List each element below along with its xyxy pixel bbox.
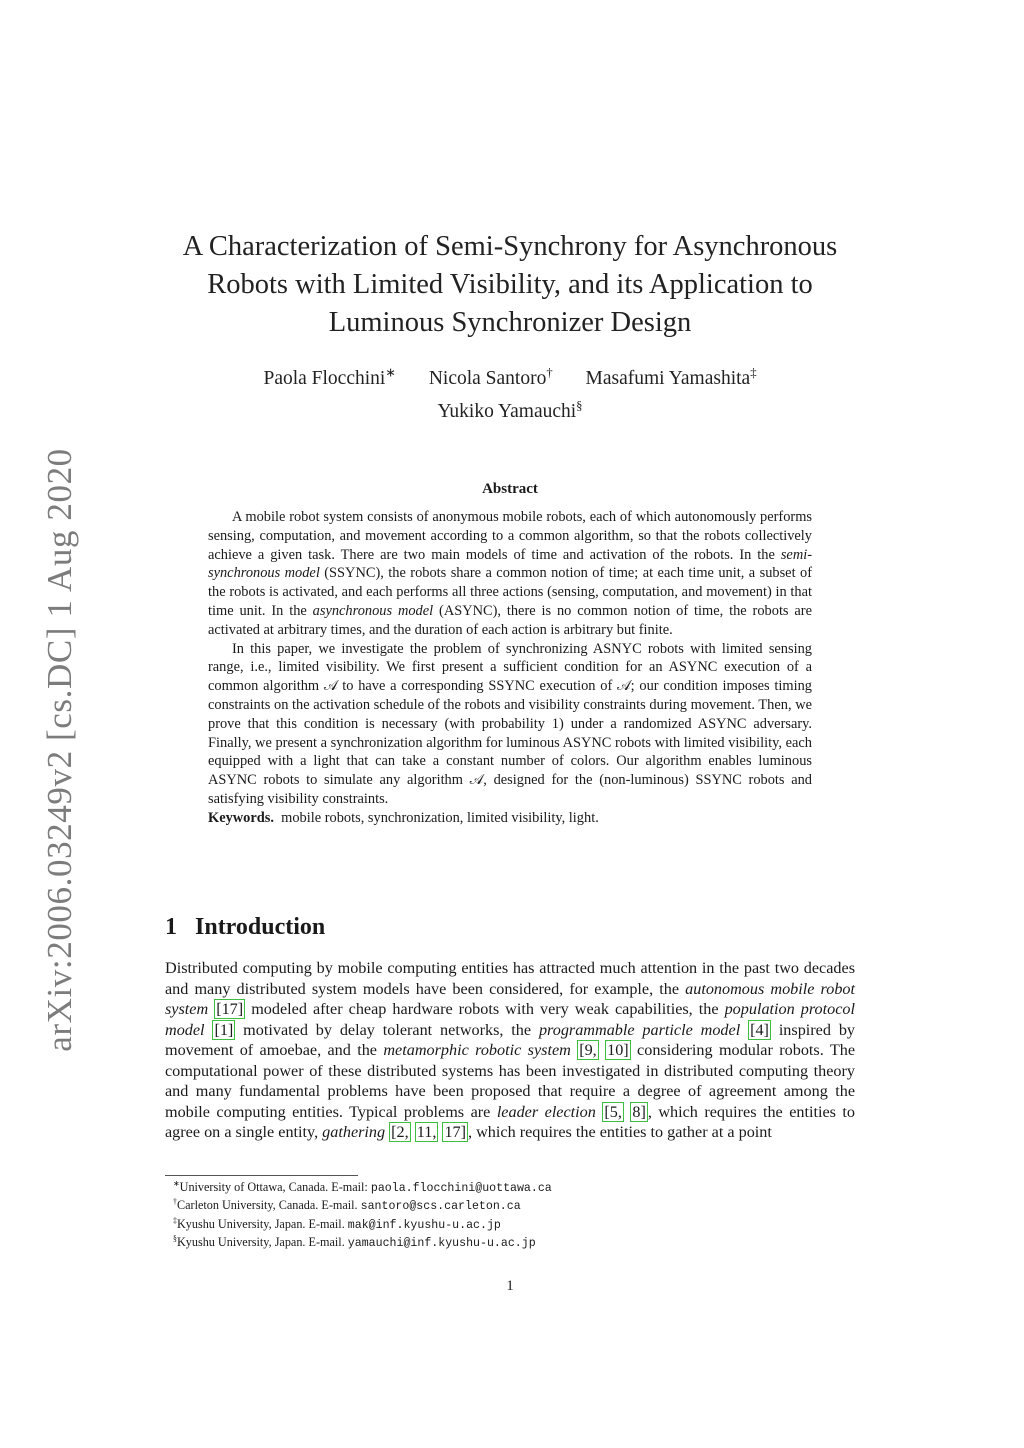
text: motivated by delay tolerant networks, the [235,1020,539,1039]
paragraph [165,958,855,1143]
text: (SSYNC), the robots share a common notion of time; at each time unit, a subset of the robots is activated, and each performs all three actions (sensing, computation, and movement) in that time unit. In the [208,565,812,619]
emphasis: semi-synchronous model [208,546,812,582]
author-mark: † [546,365,553,380]
author-name: Nicola Santoro [428,368,547,389]
text: inspired by movement of amoebae, and the [165,1020,856,1059]
footnote [165,1216,855,1234]
email-link[interactable]: yamauchi@inf.kyushu-u.ac.jp [347,1236,536,1250]
author-name: Paola Flocchini [263,368,386,389]
math-symbol: 𝒜 [617,678,631,695]
text: to have a corresponding SSYNC execution of [337,678,618,695]
abstract-paragraph [208,640,812,809]
text: Distributed computing by mobile computing entities has attracted much attention in the past two decades and many distributed system models have been considered, for example, the [165,959,855,998]
emphasis: population protocol model [165,1000,856,1039]
citation-link[interactable]: 10] [607,1041,629,1059]
citation-link[interactable]: [17] [216,1000,244,1018]
emphasis: programmable particle model [538,1020,741,1039]
emphasis: metamorphic robotic system [383,1041,571,1059]
email-link[interactable]: mak@inf.kyushu-u.ac.jp [347,1218,501,1232]
intro-paragraph [165,958,855,1143]
keywords [208,809,812,828]
math-symbol: 𝒜 [469,772,484,789]
text: , which requires the entities to agree on a single entity, [165,1102,856,1141]
emphasis: asynchronous model [312,602,434,619]
author-3 [585,365,757,389]
section-heading [165,914,325,941]
footnote-text: Carleton University, Canada. E-mail. [176,1198,361,1213]
emphasis: autonomous mobile robot system [165,979,856,1018]
citation-link[interactable]: [9, [579,1041,597,1059]
citation-link[interactable]: 8] [632,1102,646,1121]
footnote [165,1234,855,1252]
citation-link[interactable]: 17] [444,1123,467,1141]
footnote-rule [165,1175,358,1176]
author-list [160,362,860,428]
citation-link[interactable]: [1] [214,1020,234,1039]
footnote-text: University of Ottawa, Canada. E-mail: [179,1180,371,1194]
paper-title: A Characterization of Semi-Synchrony for Asynchronous Robots with Limited Visibility, and its Application to Luminous Synchronizer Design [182,231,838,338]
citation-link[interactable]: [2, [391,1123,409,1141]
email-link[interactable]: santoro@scs.carleton.ca [360,1200,521,1214]
author-mark: ∗ [385,365,396,380]
citation-link[interactable]: [4] [750,1020,769,1039]
section-title: Introduction [195,914,326,940]
footnotes [165,1179,855,1252]
arxiv-stamp: arXiv:2006.03249v2 [cs.DC] 1 Aug 2020 [40,448,79,1052]
text: A mobile robot system consists of anonymous mobile robots, each of which autonomously performs sensing, computation, and movement according to a common algorithm, so that the robots collectively achieve a given task. There are two main models of time and activation of the robots. In the [208,509,812,563]
footnote-mark: ‡ [173,1215,177,1225]
author-name: Masafumi Yamashita [585,368,751,389]
author-name: Yukiko Yamauchi [437,401,577,422]
text: ; our condition imposes timing constraints on the activation schedule of the robots and visibility constraints during movement. Then, we prove that this condition is necessary (with probability 1) under a randomized ASYNC adversary. Finally, we present a synchronization algorithm for luminous ASYNC robots with limited visibility, each equipped with a light that can take a constant number of colors. Our algorithm enables luminous ASYNC robots to simulate any algorithm [208,678,812,789]
text: , which requires the entities to gather at a point [468,1123,772,1141]
math-symbol: 𝒜 [323,678,338,695]
abstract-paragraph [208,508,812,640]
citation-link[interactable]: [5, [604,1102,622,1121]
footnote-mark: ∗ [173,1178,180,1188]
author-4 [437,398,583,422]
footnote-mark: † [173,1197,177,1207]
text: , designed for the (non-luminous) SSYNC robots and satisfying visibility constraints. [208,772,812,807]
keywords-label: Keywords. [208,809,274,826]
text: In this paper, we investigate the problem of synchronizing ASNYC robots with limited sensing range, i.e., limited visibility. We first present a sufficient condition for an ASYNC execution of a common algorithm [208,640,812,695]
abstract-heading: Abstract [482,481,538,497]
footnote-mark: § [173,1233,177,1243]
text: considering modular robots. The computational power of these distributed systems has been investigated in distributed computing theory and many fundamental problems have been proposed that require a degree of agreement among the mobile computing entities. Typical problems are [165,1041,856,1121]
citation-link[interactable]: 11, [416,1123,437,1141]
keywords-text: mobile robots, synchronization, limited visibility, light. [281,809,599,826]
footnote [165,1179,855,1197]
text: (ASYNC), there is no common notion of time, the robots are activated at arbitrary times, and the duration of each action is arbitrary but finite. [208,602,812,638]
section-number: 1 [165,914,177,940]
author-mark: ‡ [750,365,757,380]
footnote-text: Kyushu University, Japan. E-mail. [176,1216,348,1231]
page-number: 1 [506,1278,514,1294]
emphasis: leader election [496,1102,596,1121]
footnote [165,1197,855,1215]
author-1 [263,365,396,389]
footnote-text: Kyushu University, Japan. E-mail. [176,1234,348,1249]
emphasis: gathering [322,1123,386,1141]
text: modeled after cheap hardware robots with very weak capabilities, the [245,1000,725,1018]
email-link[interactable]: paola.flocchini@uottawa.ca [370,1182,552,1195]
author-2 [428,365,553,389]
author-mark: § [576,398,583,413]
abstract [208,508,812,828]
